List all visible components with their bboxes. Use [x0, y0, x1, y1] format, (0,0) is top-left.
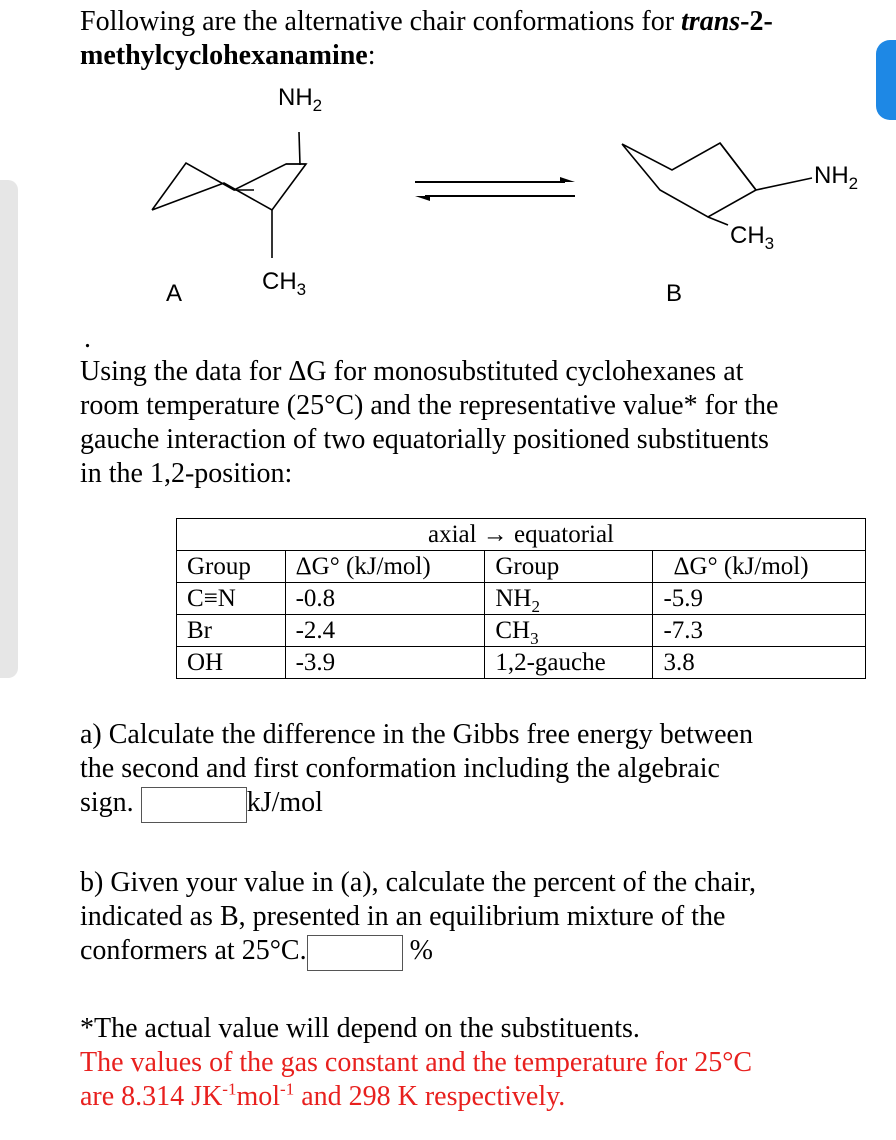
table-row: OH -3.9 1,2-gauche 3.8 [177, 647, 866, 679]
header-group-2: Group [485, 551, 653, 583]
footnote: *The actual value will depend on the substituents. [80, 1013, 640, 1044]
instructions-paragraph: Using the data for ΔG for monosubstituted cyclohexanes at room temperature (25°C) and the representative value* for the gauche interaction of two equatorially positioned substituents in the 1,2-position: [80, 356, 779, 489]
chair-conformation-diagram [0, 0, 896, 320]
equilibrium-arrows [415, 177, 575, 201]
table-row: C≡N -0.8 $NH_2$ -5.9 [177, 583, 866, 615]
question-b: b) Given your value in (a), calculate the percent of the chair, indicated as B, presented in an equilibrium mixture of the conformers at 25°C. % [80, 866, 870, 971]
b-nh2-label: $NH_2$ [814, 162, 859, 193]
label-a: A [166, 280, 183, 307]
label-b: B [666, 280, 683, 307]
question-a: a) Calculate the difference in the Gibbs free energy between the second and first conformation including the algebraic sign. kJ/mol [80, 718, 870, 823]
answer-a-input[interactable] [141, 787, 247, 823]
header-dg-1: ΔG° (kJ/mol) [285, 551, 485, 583]
delta-g-table [176, 518, 866, 679]
chair-b [622, 143, 812, 225]
table-header-row [177, 551, 866, 583]
b-ch3-label: $CH_3$ [730, 222, 775, 253]
chair-a [152, 132, 306, 258]
bullet-dot: . [84, 323, 91, 354]
header-dg-2: ΔG° (kJ/mol) [653, 551, 866, 583]
table-row: Br -2.4 $CH_3$ -7.3 [177, 615, 866, 647]
intro-text: Following are the alternative chair conformations for trans-2- methylcyclohexanamine: [80, 6, 773, 71]
answer-b-input[interactable] [307, 935, 403, 971]
a-nh2-label: $NH_2$ [278, 84, 323, 115]
table-title: axial → equatorial [177, 519, 866, 551]
constants-note: The values of the gas constant and the temperature for 25°C are 8.314 $JK^{-1}mol^{-1}$ and 298 K respectively. [80, 1047, 753, 1112]
a-ch3-label: $CH_3$ [262, 268, 307, 299]
header-group-1: Group [177, 551, 286, 583]
